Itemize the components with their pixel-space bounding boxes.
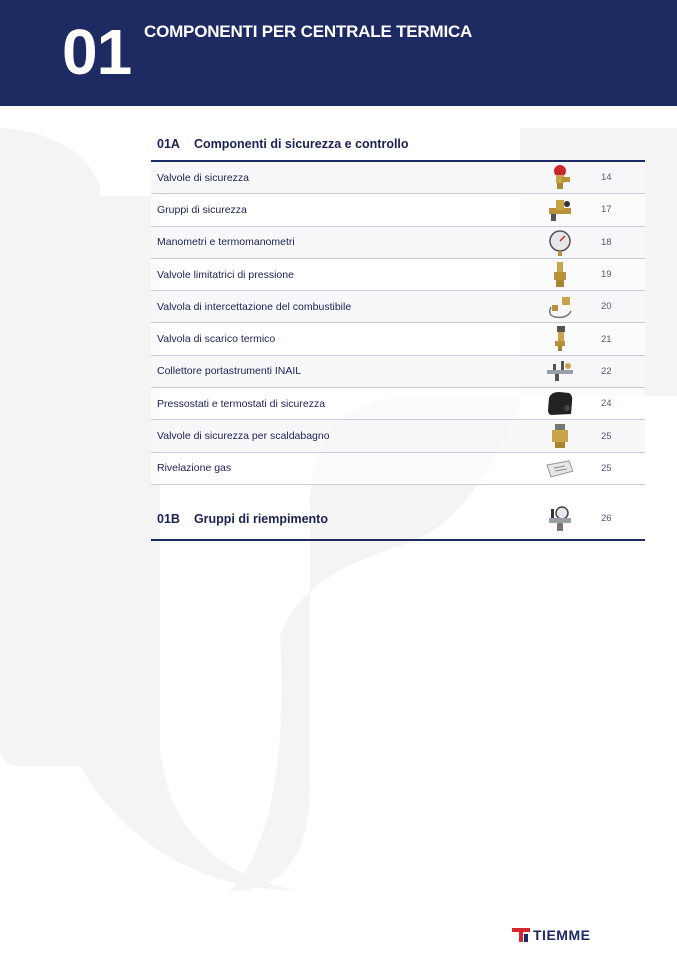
filling-group-icon bbox=[545, 505, 575, 532]
pressure-limiting-valve-icon bbox=[545, 261, 575, 288]
item-page: 18 bbox=[601, 236, 612, 248]
item-label: Valvola di intercettazione del combustibile bbox=[157, 300, 352, 313]
tiemme-logo-icon bbox=[512, 928, 530, 942]
section-a-title: Componenti di sicurezza e controllo bbox=[193, 137, 409, 151]
safety-group-icon bbox=[545, 196, 575, 223]
section-b-header[interactable] bbox=[151, 499, 645, 541]
section-b-page: 26 bbox=[601, 513, 612, 525]
pressure-gauge-icon bbox=[545, 229, 575, 256]
brand-name: TIEMME bbox=[533, 927, 591, 943]
list-item[interactable] bbox=[151, 453, 645, 485]
item-page: 22 bbox=[601, 365, 612, 377]
section-b-title-wrap bbox=[157, 512, 328, 526]
list-item[interactable] bbox=[151, 323, 645, 355]
instrument-manifold-icon bbox=[545, 358, 575, 385]
section-b-code: 01B bbox=[157, 511, 180, 526]
list-item[interactable] bbox=[151, 162, 645, 194]
chapter-header bbox=[0, 0, 677, 106]
item-page: 25 bbox=[601, 462, 612, 474]
gas-detector-icon bbox=[545, 455, 575, 482]
item-page: 20 bbox=[601, 301, 612, 313]
item-label: Valvole di sicurezza per scaldabagno bbox=[157, 430, 330, 443]
section-a-code: 01A bbox=[157, 137, 180, 151]
section-a-items bbox=[151, 162, 645, 485]
table-of-contents bbox=[151, 128, 645, 541]
list-item[interactable] bbox=[151, 259, 645, 291]
list-item[interactable] bbox=[151, 356, 645, 388]
item-page: 25 bbox=[601, 430, 612, 442]
fuel-shutoff-valve-icon bbox=[545, 293, 575, 320]
safety-valve-icon bbox=[545, 164, 575, 191]
item-page: 19 bbox=[601, 269, 612, 281]
list-item[interactable] bbox=[151, 388, 645, 420]
item-label: Pressostati e termostati di sicurezza bbox=[157, 397, 326, 410]
brand-logo bbox=[512, 927, 590, 943]
list-item[interactable] bbox=[151, 291, 645, 323]
item-page: 24 bbox=[601, 398, 612, 410]
item-label: Collettore portastrumenti INAIL bbox=[157, 365, 302, 378]
pressure-switch-icon bbox=[545, 390, 575, 417]
list-item[interactable] bbox=[151, 227, 645, 259]
thermal-discharge-valve-icon bbox=[545, 325, 575, 352]
item-label: Valvole di sicurezza bbox=[157, 171, 250, 184]
chapter-title: COMPONENTI PER CENTRALE TERMICA bbox=[144, 22, 473, 41]
item-label: Valvola di scarico termico bbox=[157, 333, 276, 346]
chapter-number: 01 bbox=[62, 16, 132, 88]
list-item[interactable] bbox=[151, 420, 645, 452]
item-page: 14 bbox=[601, 172, 612, 184]
item-page: 17 bbox=[601, 204, 612, 216]
water-heater-valve-icon bbox=[545, 422, 575, 449]
item-page: 21 bbox=[601, 333, 612, 345]
list-item[interactable] bbox=[151, 194, 645, 226]
section-b-title: Gruppi di riempimento bbox=[193, 511, 328, 526]
item-label: Valvole limitatrici di pressione bbox=[157, 268, 294, 281]
item-label: Manometri e termomanometri bbox=[157, 236, 295, 249]
item-label: Rivelazione gas bbox=[157, 462, 232, 475]
item-label: Gruppi di sicurezza bbox=[157, 203, 247, 216]
section-a-header bbox=[151, 128, 645, 162]
